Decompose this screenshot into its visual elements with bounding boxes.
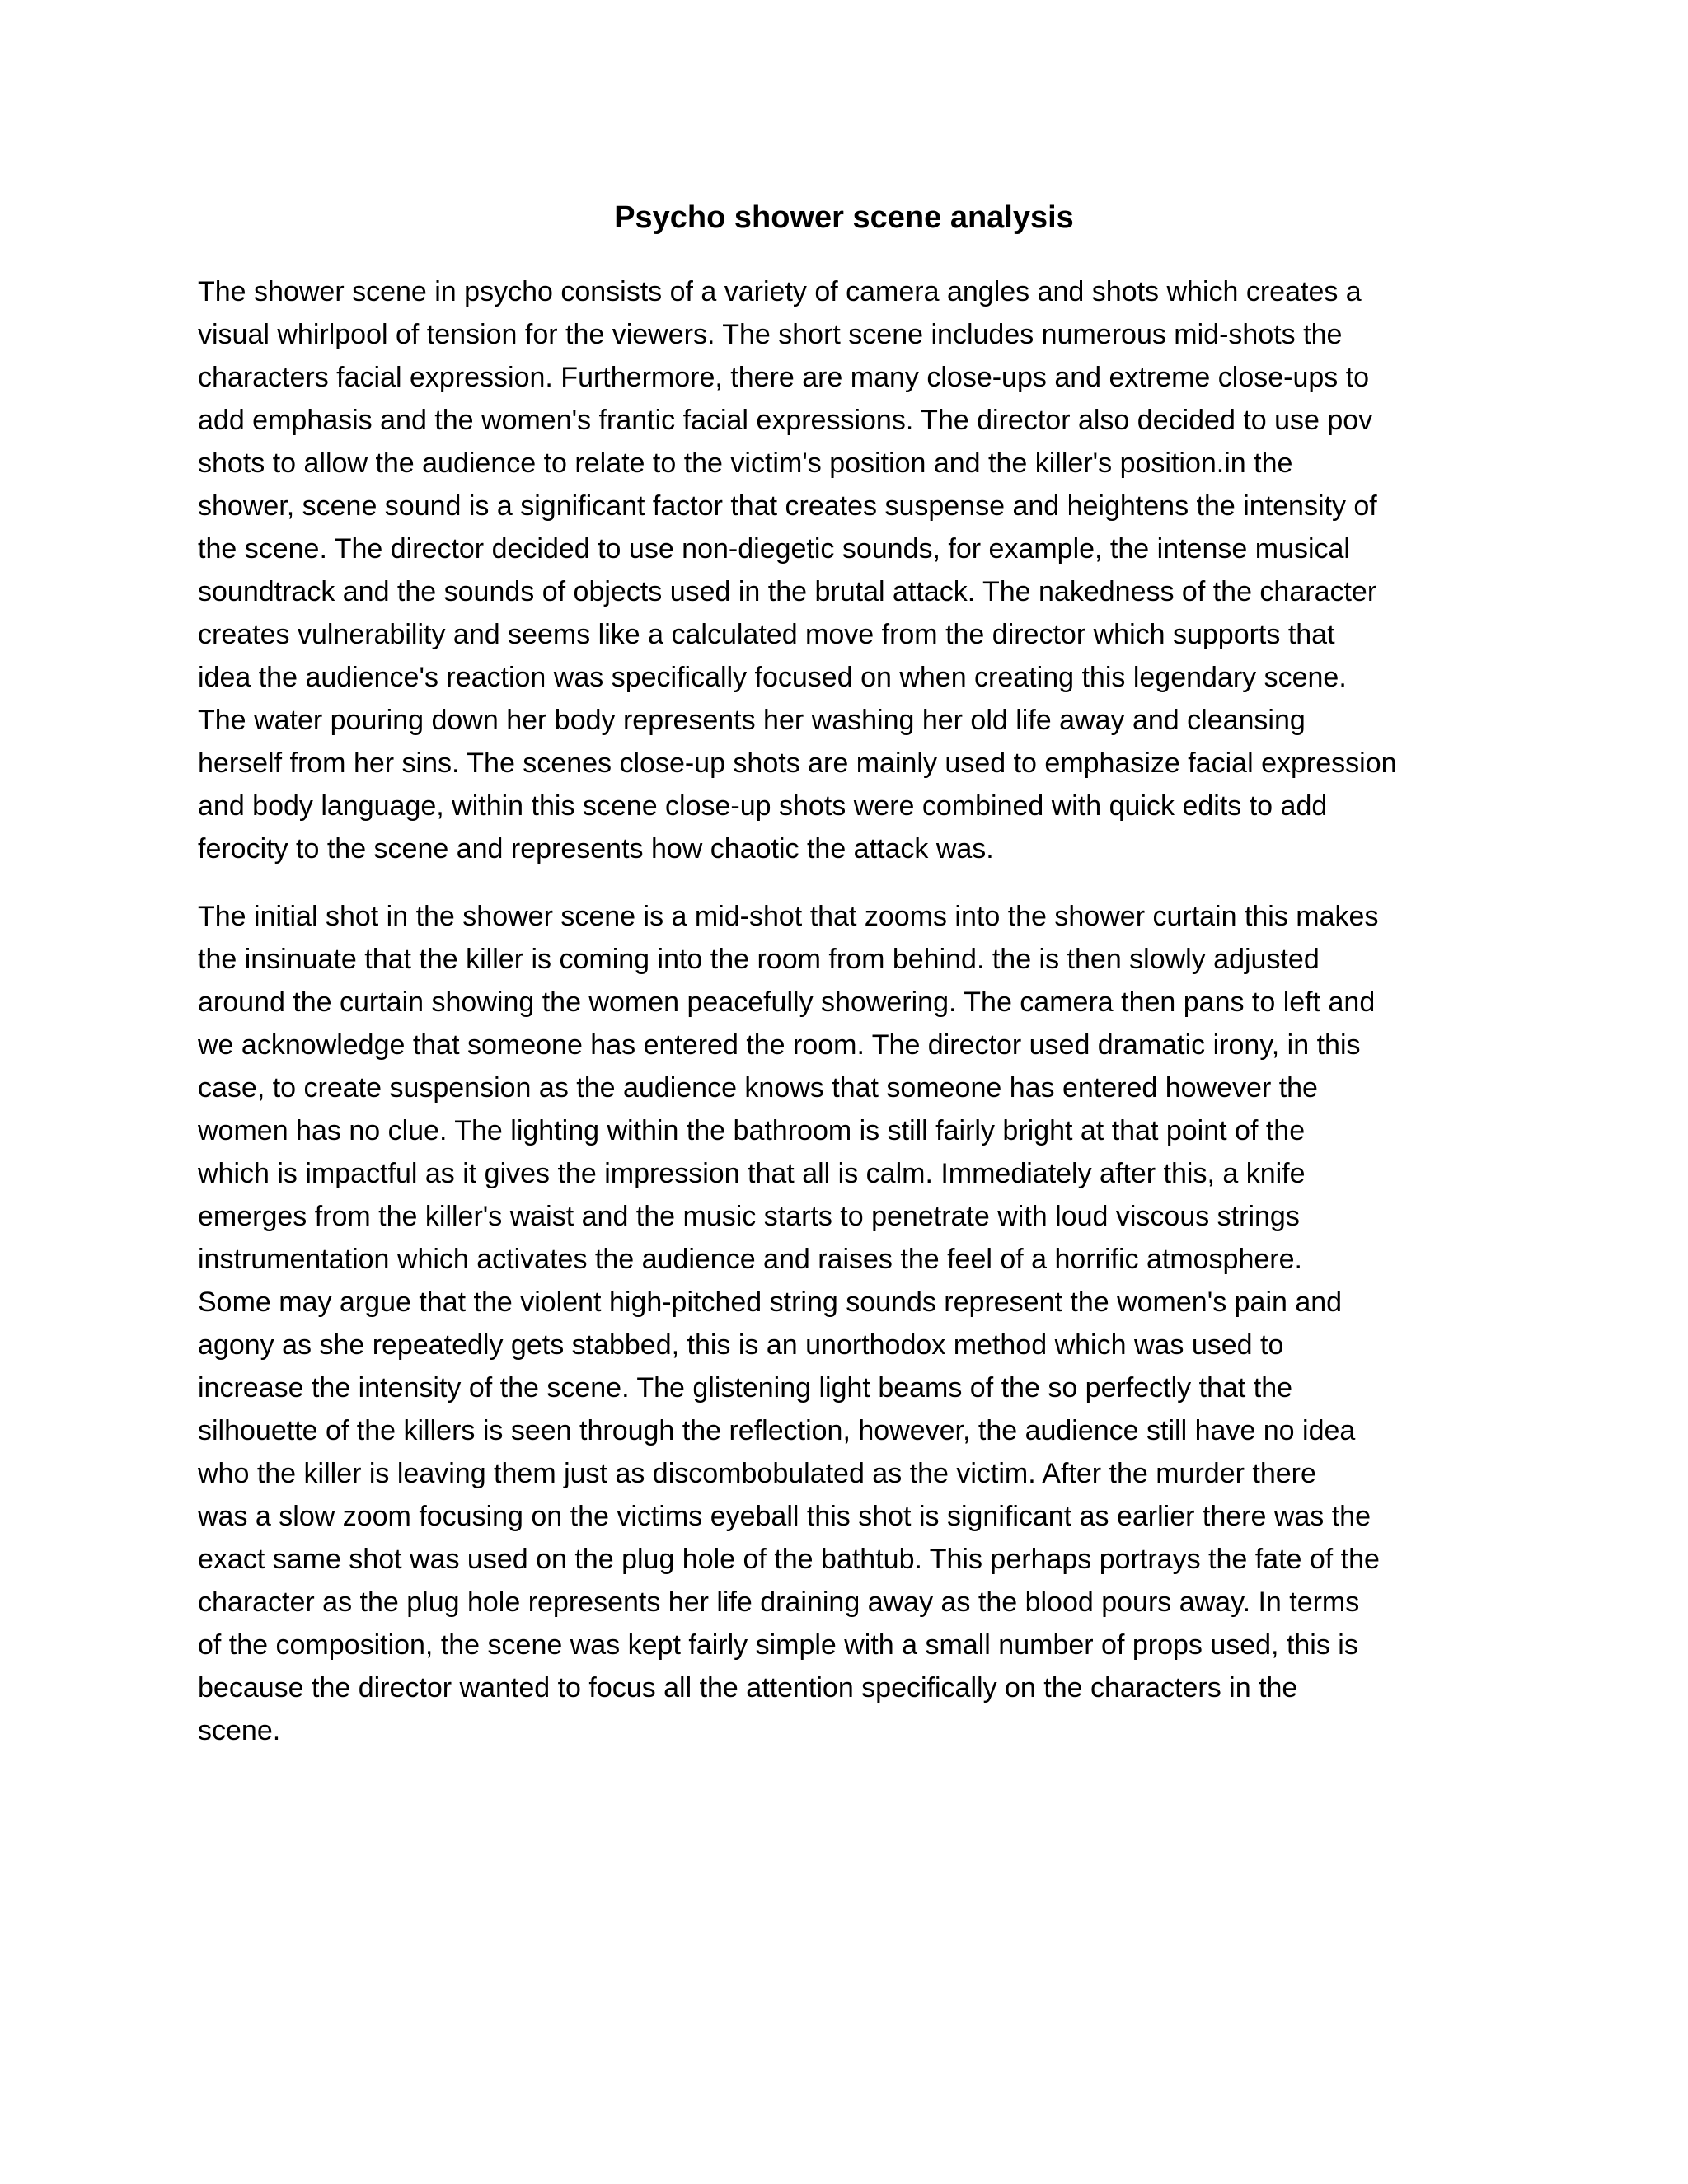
text-line: visual whirlpool of tension for the viewers. The short scene includes numerous mid-shots the xyxy=(198,319,1343,350)
text-line: scene. xyxy=(198,1715,281,1746)
text-line: Some may argue that the violent high-pitched string sounds represent the women's pain and xyxy=(198,1286,1343,1318)
text-line: around the curtain showing the women peacefully showering. The camera then pans to left and xyxy=(198,987,1376,1018)
text-line: instrumentation which activates the audience and raises the feel of a horrific atmosphere. xyxy=(198,1244,1302,1275)
text-line: exact same shot was used on the plug hole of the bathtub. This perhaps portrays the fate of the xyxy=(198,1544,1380,1575)
paragraph-2 xyxy=(198,895,1500,1752)
text-line: idea the audience's reaction was specifically focused on when creating this legendary scene. xyxy=(198,662,1347,693)
text-line: characters facial expression. Furthermore, there are many close-ups and extreme close-ups to xyxy=(198,362,1370,393)
text-line: The initial shot in the shower scene is a mid-shot that zooms into the shower curtain this makes xyxy=(198,901,1379,932)
text-line: The shower scene in psycho consists of a variety of camera angles and shots which creates a xyxy=(198,276,1362,307)
text-line: creates vulnerability and seems like a calculated move from the director which supports that xyxy=(198,619,1335,650)
document-title: Psycho shower scene analysis xyxy=(614,200,1074,235)
paragraph-spacer xyxy=(198,870,1500,895)
text-line: was a slow zoom focusing on the victims eyeball this shot is significant as earlier there was the xyxy=(198,1501,1371,1532)
text-line: because the director wanted to focus all the attention specifically on the characters in the xyxy=(198,1672,1298,1704)
text-line: shower, scene sound is a significant factor that creates suspense and heightens the intensity of xyxy=(198,490,1377,522)
text-line: character as the plug hole represents her life draining away as the blood pours away. In terms xyxy=(198,1586,1360,1618)
text-line: add emphasis and the women's frantic facial expressions. The director also decided to use pov xyxy=(198,405,1373,436)
text-line: case, to create suspension as the audience knows that someone has entered however the xyxy=(198,1072,1318,1104)
paragraph-1 xyxy=(198,270,1500,870)
text-line: which is impactful as it gives the impression that all is calm. Immediately after this, a knife xyxy=(198,1158,1306,1189)
text-line: who the killer is leaving them just as discombobulated as the victim. After the murder there xyxy=(198,1458,1316,1489)
text-line: increase the intensity of the scene. The glistening light beams of the so perfectly that the xyxy=(198,1372,1293,1404)
text-line: soundtrack and the sounds of objects used in the brutal attack. The nakedness of the character xyxy=(198,576,1377,607)
text-line: ferocity to the scene and represents how chaotic the attack was. xyxy=(198,833,994,865)
text-line: The water pouring down her body represents her washing her old life away and cleansing xyxy=(198,705,1306,736)
text-line: and body language, within this scene close-up shots were combined with quick edits to add xyxy=(198,790,1328,822)
text-line: emerges from the killer's waist and the music starts to penetrate with loud viscous strings xyxy=(198,1201,1300,1232)
document-body xyxy=(198,270,1500,1752)
text-line: the scene. The director decided to use non-diegetic sounds, for example, the intense musical xyxy=(198,533,1350,565)
text-line: we acknowledge that someone has entered the room. The director used dramatic irony, in this xyxy=(198,1029,1361,1061)
text-line: women has no clue. The lighting within the bathroom is still fairly bright at that point of the xyxy=(198,1115,1306,1146)
text-line: of the composition, the scene was kept fairly simple with a small number of props used, this is xyxy=(198,1629,1358,1661)
text-line: herself from her sins. The scenes close-up shots are mainly used to emphasize facial expression xyxy=(198,748,1397,779)
text-line: agony as she repeatedly gets stabbed, this is an unorthodox method which was used to xyxy=(198,1329,1284,1361)
text-line: silhouette of the killers is seen through the reflection, however, the audience still have no idea xyxy=(198,1415,1356,1446)
text-line: shots to allow the audience to relate to the victim's position and the killer's position.in the xyxy=(198,448,1293,479)
text-line: the insinuate that the killer is coming into the room from behind. the is then slowly adjusted xyxy=(198,944,1320,975)
